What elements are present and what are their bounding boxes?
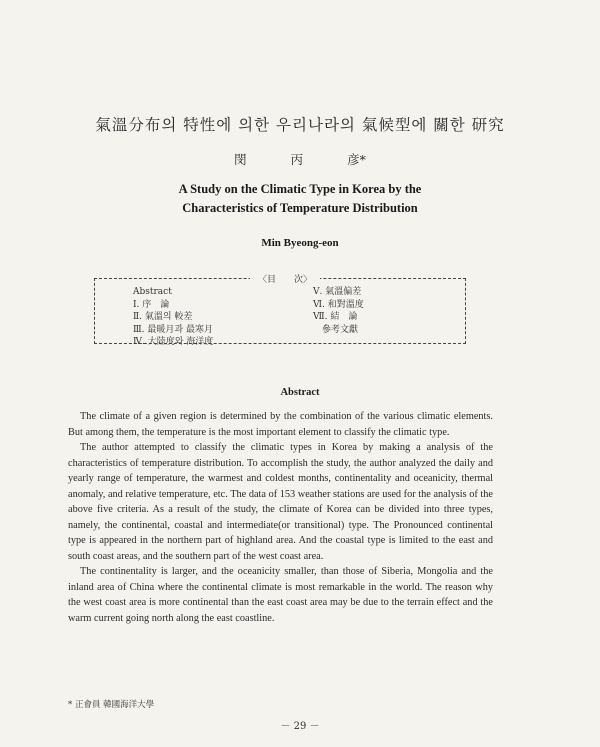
abstract-body	[68, 409, 493, 626]
english-title-line: A Study on the Climatic Type in Korea by the	[178, 182, 422, 196]
footnote: * 正會員 韓國海洋大學	[68, 700, 155, 710]
toc-item: Ⅰ. 序 論	[133, 299, 170, 310]
toc-right-column	[313, 286, 364, 336]
toc-item: Ⅵ. 和對溫度	[313, 299, 364, 310]
abstract-paragraph: The author attempted to classify the climatic types in Korea by making a analysis of the characteristics of temperature distribution. To accomplish the study, the author analyzed the daily and yearly range of temperature, the warmest and coldest months, continentality and oceanicity, thermal anomaly, and relative temperature, etc. The data of 153 weather stations are used for the analysis of the above five criteria. As a result of the study, the climate of Korea can be divided into three types, namely, the continental, coastal and intermediate(or transitional) type. The Pronounced continental type is appeared in the northern part of highland area. And the coastal type is limited to the east and south coast areas, and the southern part of the west coast area.	[68, 442, 493, 562]
author-name-part: 丙	[290, 152, 304, 167]
author-name-part: 閔	[234, 152, 247, 167]
english-title	[0, 180, 600, 218]
toc-item: Ⅱ. 氣溫의 較差	[133, 312, 193, 322]
abstract-paragraph: The continentality is larger, and the oceanicity smaller, than those of Siberia, Mongolia and the inland area of China where the continental climate is most remarkable in the world. The reason why the west coast area is more continental than the east coast area may be due to the terrain effect and the warm current going north along the east coastline.	[68, 566, 493, 624]
korean-title: 氣溫分布의 特性에 의한 우리나라의 氣候型에 關한 研究	[95, 116, 505, 134]
toc-item: Ⅴ. 氣溫偏差	[313, 287, 362, 297]
table-of-contents	[94, 275, 466, 347]
author-name-part: 彦*	[347, 152, 366, 167]
toc-item: Ⅲ. 最暖月과 最寒月	[133, 324, 213, 335]
korean-author	[0, 150, 600, 168]
toc-heading: 〈目 次〉	[250, 272, 320, 285]
abstract-paragraph: The climate of a given region is determined by the combination of the various climatic elements. But among them, the temperature is the most important element to classify the climatic type.	[68, 411, 493, 438]
toc-item: Ⅶ. 結 論	[313, 312, 358, 322]
english-author: Min Byeong-eon	[261, 237, 339, 249]
toc-item: Ⅳ. 大陸度와 海洋度	[133, 337, 214, 347]
english-title-line: Characteristics of Temperature Distribution	[182, 201, 418, 215]
toc-item: Abstract	[133, 287, 172, 297]
toc-left-column	[133, 286, 213, 349]
abstract-heading: Abstract	[280, 387, 320, 398]
toc-item: 參考文獻	[313, 324, 359, 335]
page-number: － 29 －	[280, 721, 320, 732]
